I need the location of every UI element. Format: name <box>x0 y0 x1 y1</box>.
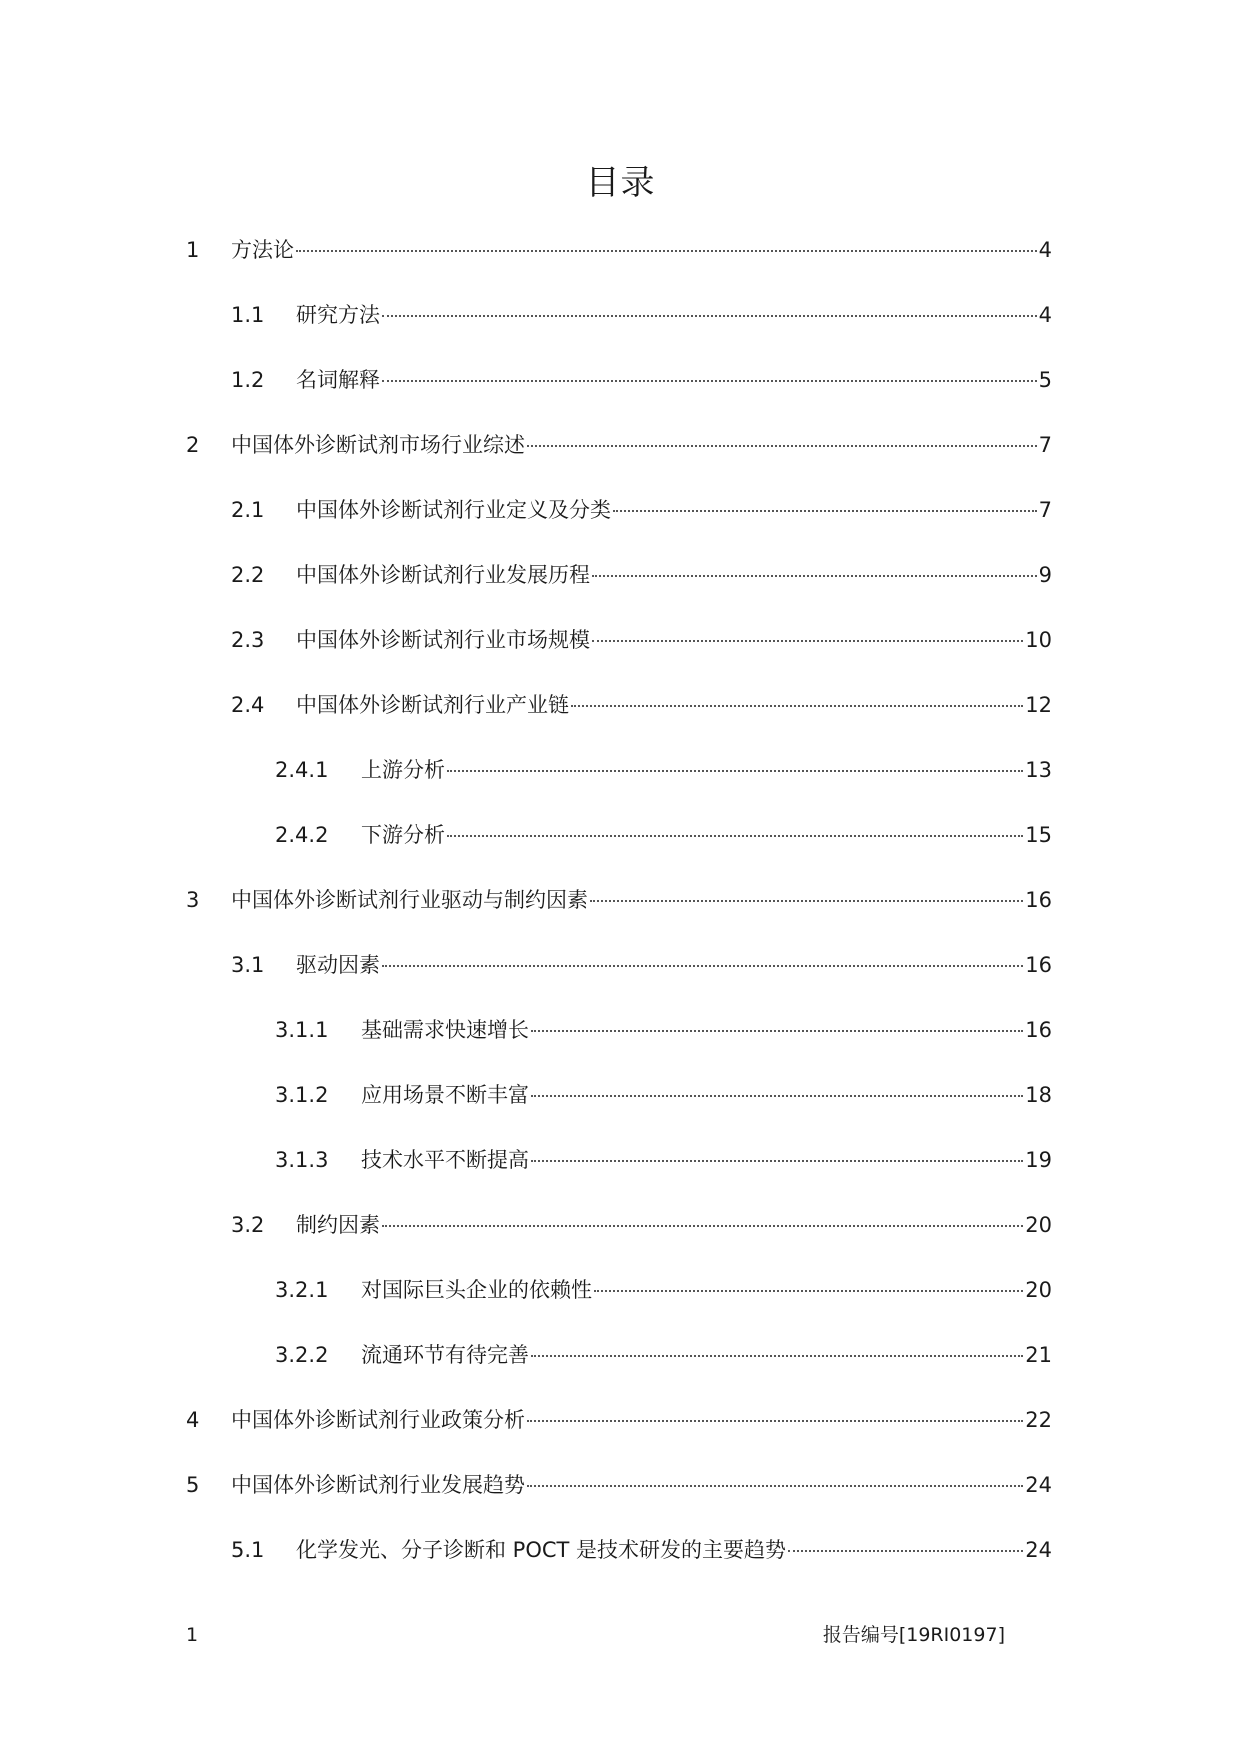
toc-dot-leader <box>571 705 1023 707</box>
toc-entry-number: 2.2 <box>231 563 265 587</box>
toc-entry-title: 化学发光、分子诊断和 POCT 是技术研发的主要趋势 <box>296 1538 787 1562</box>
toc-dot-leader <box>447 835 1023 837</box>
toc-dot-leader <box>594 1290 1023 1292</box>
toc-entry-title: 应用场景不断丰富 <box>361 1083 529 1107</box>
toc-entry-number: 2.4 <box>231 693 265 717</box>
footer-report-id: 报告编号[19RI0197] <box>822 1624 1005 1646</box>
toc-entry-page: 16 <box>1025 1018 1052 1042</box>
toc-entry[interactable] <box>186 1395 1052 1460</box>
toc-dot-leader <box>531 1355 1023 1357</box>
toc-entry-title: 驱动因素 <box>296 953 380 977</box>
toc-dot-leader <box>382 380 1037 382</box>
toc-entry-title: 方法论 <box>231 238 294 262</box>
toc-entry-title: 中国体外诊断试剂行业定义及分类 <box>296 498 611 522</box>
toc-entry-title: 流通环节有待完善 <box>361 1343 529 1367</box>
toc-entry-page: 4 <box>1038 303 1052 327</box>
toc-dot-leader <box>531 1160 1023 1162</box>
toc-entry-number: 2.4.2 <box>275 823 329 847</box>
toc-entry-page: 19 <box>1025 1148 1052 1172</box>
toc-entry-number: 3.2.1 <box>275 1278 329 1302</box>
toc-entry-page: 20 <box>1025 1213 1052 1237</box>
table-of-contents <box>186 225 1052 1590</box>
toc-entry[interactable] <box>186 225 1052 290</box>
toc-entry-number: 1.2 <box>231 368 265 392</box>
toc-entry-number: 5.1 <box>231 1538 265 1562</box>
toc-entry-title: 研究方法 <box>296 303 380 327</box>
toc-entry-page: 16 <box>1025 888 1052 912</box>
toc-dot-leader <box>527 1485 1023 1487</box>
toc-entry-page: 22 <box>1025 1408 1052 1432</box>
toc-entry-title: 技术水平不断提高 <box>361 1148 529 1172</box>
toc-dot-leader <box>527 445 1037 447</box>
toc-entry-number: 4 <box>186 1408 200 1432</box>
toc-entry-title: 中国体外诊断试剂行业发展趋势 <box>231 1473 525 1497</box>
toc-entry-number: 5 <box>186 1473 200 1497</box>
toc-dot-leader <box>592 640 1023 642</box>
toc-entry-title: 制约因素 <box>296 1213 380 1237</box>
toc-entry-title: 基础需求快速增长 <box>361 1018 529 1042</box>
toc-entry-page: 5 <box>1038 368 1052 392</box>
toc-entry-title: 对国际巨头企业的依赖性 <box>361 1278 592 1302</box>
toc-entry-page: 7 <box>1038 433 1052 457</box>
toc-entry-number: 3.1.1 <box>275 1018 329 1042</box>
toc-entry-title: 名词解释 <box>296 368 380 392</box>
toc-entry-page: 4 <box>1038 238 1052 262</box>
toc-entry[interactable] <box>186 1525 1052 1590</box>
toc-entry[interactable] <box>186 875 1052 940</box>
toc-entry-title: 下游分析 <box>361 823 445 847</box>
toc-entry-page: 12 <box>1025 693 1052 717</box>
toc-dot-leader <box>788 1550 1023 1552</box>
toc-entry-number: 2 <box>186 433 200 457</box>
toc-dot-leader <box>613 510 1037 512</box>
toc-entry[interactable] <box>186 1330 1052 1395</box>
toc-entry-number: 1 <box>186 238 200 262</box>
toc-entry-number: 3.1.3 <box>275 1148 329 1172</box>
toc-entry-page: 24 <box>1025 1538 1052 1562</box>
toc-entry-page: 9 <box>1038 563 1052 587</box>
toc-dot-leader <box>592 575 1037 577</box>
toc-entry[interactable] <box>186 290 1052 355</box>
toc-entry-page: 16 <box>1025 953 1052 977</box>
toc-entry[interactable] <box>186 420 1052 485</box>
toc-dot-leader <box>531 1030 1023 1032</box>
toc-dot-leader <box>531 1095 1023 1097</box>
toc-entry-page: 7 <box>1038 498 1052 522</box>
toc-entry[interactable] <box>186 1135 1052 1200</box>
page-title: 目录 <box>585 163 656 203</box>
toc-entry-number: 3.1.2 <box>275 1083 329 1107</box>
toc-entry[interactable] <box>186 745 1052 810</box>
toc-entry-number: 2.3 <box>231 628 265 652</box>
toc-entry-number: 2.1 <box>231 498 265 522</box>
toc-entry-page: 24 <box>1025 1473 1052 1497</box>
toc-entry[interactable] <box>186 485 1052 550</box>
toc-entry[interactable] <box>186 810 1052 875</box>
toc-entry[interactable] <box>186 355 1052 420</box>
toc-entry[interactable] <box>186 550 1052 615</box>
toc-dot-leader <box>296 250 1037 252</box>
toc-dot-leader <box>447 770 1023 772</box>
toc-dot-leader <box>382 315 1037 317</box>
toc-entry[interactable] <box>186 1200 1052 1265</box>
toc-dot-leader <box>382 965 1023 967</box>
toc-entry-page: 10 <box>1025 628 1052 652</box>
toc-entry-number: 2.4.1 <box>275 758 329 782</box>
toc-entry-title: 中国体外诊断试剂市场行业综述 <box>231 433 525 457</box>
toc-dot-leader <box>382 1225 1023 1227</box>
toc-entry-title: 上游分析 <box>361 758 445 782</box>
toc-entry-page: 13 <box>1025 758 1052 782</box>
toc-entry[interactable] <box>186 680 1052 745</box>
toc-entry-title: 中国体外诊断试剂行业市场规模 <box>296 628 590 652</box>
toc-entry-page: 21 <box>1025 1343 1052 1367</box>
toc-entry-page: 15 <box>1025 823 1052 847</box>
toc-entry[interactable] <box>186 1265 1052 1330</box>
toc-entry-title: 中国体外诊断试剂行业驱动与制约因素 <box>231 888 588 912</box>
toc-dot-leader <box>527 1420 1023 1422</box>
toc-entry-title: 中国体外诊断试剂行业政策分析 <box>231 1408 525 1432</box>
toc-entry-title: 中国体外诊断试剂行业产业链 <box>296 693 569 717</box>
toc-entry-page: 18 <box>1025 1083 1052 1107</box>
toc-entry[interactable] <box>186 940 1052 1005</box>
toc-entry[interactable] <box>186 615 1052 680</box>
toc-entry-title: 中国体外诊断试剂行业发展历程 <box>296 563 590 587</box>
toc-entry-number: 3.2 <box>231 1213 265 1237</box>
toc-entry[interactable] <box>186 1460 1052 1525</box>
toc-entry-number: 3.2.2 <box>275 1343 329 1367</box>
toc-entry[interactable] <box>186 1070 1052 1135</box>
toc-dot-leader <box>590 900 1023 902</box>
footer-page-number: 1 <box>186 1624 199 1646</box>
toc-entry-number: 1.1 <box>231 303 265 327</box>
toc-entry-page: 20 <box>1025 1278 1052 1302</box>
toc-entry-number: 3 <box>186 888 200 912</box>
toc-entry-number: 3.1 <box>231 953 265 977</box>
toc-entry[interactable] <box>186 1005 1052 1070</box>
